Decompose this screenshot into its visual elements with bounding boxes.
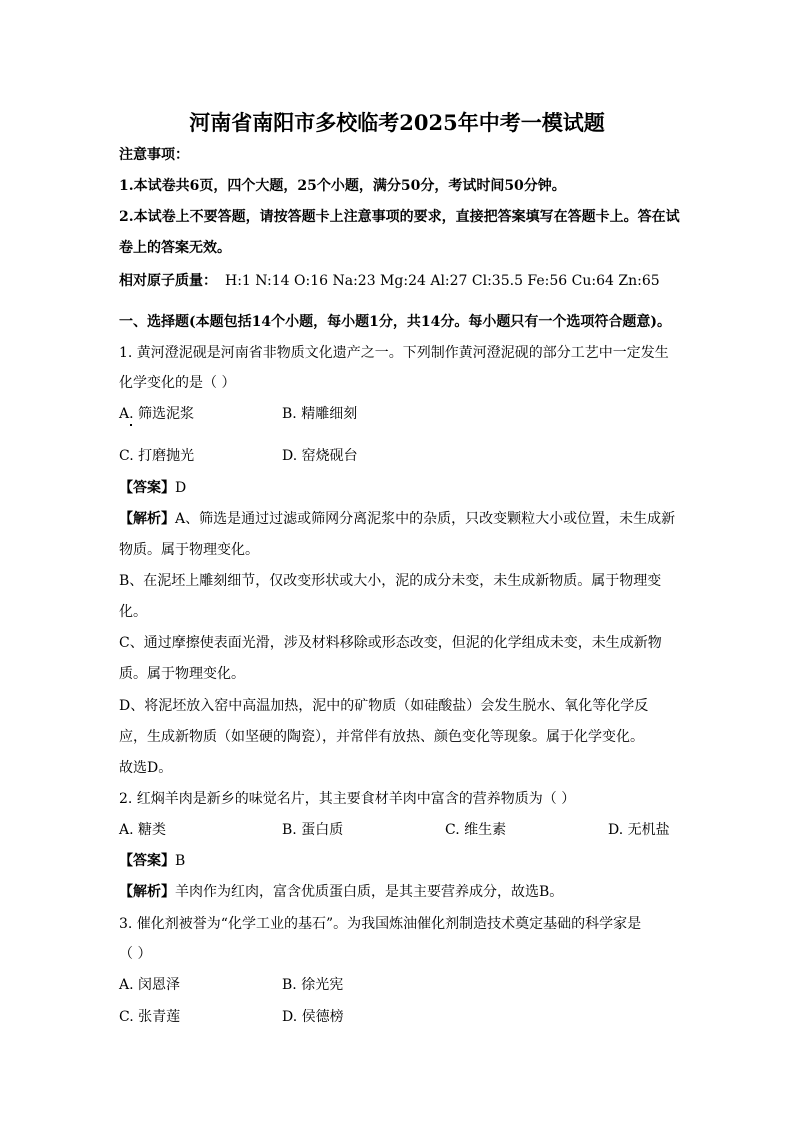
- q1-analysis-line: 化。: [119, 604, 147, 620]
- section-1-heading: 一、选择题(本题包括14个小题，每小题1分，共14分。每小题只有一个选项符合题意)。: [119, 314, 671, 330]
- q1-answer-row: [119, 479, 186, 497]
- q2-answer-label: 【答案】: [119, 853, 175, 869]
- stray-dot: [130, 424, 132, 426]
- q3-option-b: B. 徐光宪: [282, 977, 344, 993]
- q1-answer: D: [175, 480, 187, 496]
- q2-option-c: C. 维生素: [445, 822, 507, 838]
- atomic-mass-values: H:1 N:14 O:16 Na:23 Mg:24 Al:27 Cl:35.5 Fe:56 Cu:64 Zn:65: [225, 273, 660, 289]
- q2-option-d: D. 无机盐: [608, 822, 670, 838]
- q1-analysis-line: A、筛选是通过过滤或筛网分离泥浆中的杂质，只改变颗粒大小或位置，未生成新: [175, 511, 676, 527]
- q3-option-a: A. 闵恩泽: [119, 977, 181, 993]
- notice-item-2-line1: 2.本试卷上不要答题，请按答题卡上注意事项的要求，直接把答案填写在答题卡上。答在试: [119, 209, 680, 225]
- notice-item-2-line2: 卷上的答案无效。: [119, 240, 231, 256]
- q2-analysis: 羊肉作为红肉，富含优质蛋白质，是其主要营养成分，故选B。: [175, 884, 564, 900]
- page-title: 河南省南阳市多校临考2025年中考一模试题: [189, 110, 605, 135]
- q2-answer: B: [175, 853, 186, 869]
- notice-item-1: 1.本试卷共6页，四个大题，25个小题，满分50分，考试时间50分钟。: [119, 178, 566, 194]
- atomic-mass-row: [119, 272, 660, 290]
- q1-option-d: D. 窑烧砚台: [282, 448, 358, 464]
- q1-answer-label: 【答案】: [119, 480, 175, 496]
- q1-analysis-row-1: [119, 510, 675, 528]
- q1-analysis-label: 【解析】: [119, 511, 175, 527]
- q1-analysis-line: B、在泥坯上雕刻细节，仅改变形状或大小，泥的成分未变，未生成新物质。属于物理变: [119, 573, 662, 589]
- q1-stem-line2: 化学变化的是（ ）: [119, 375, 236, 391]
- q3-stem-line1: 3. 催化剂被誉为“化学工业的基石”。为我国炼油催化剂制造技术奠定基础的科学家是: [119, 916, 642, 932]
- q3-option-d: D. 侯德榜: [282, 1009, 344, 1025]
- q2-stem: 2. 红焖羊肉是新乡的味觉名片，其主要食材羊肉中富含的营养物质为（ ）: [119, 791, 576, 807]
- q1-analysis-line: D、将泥坯放入窑中高温加热，泥中的矿物质（如硅酸盐）会发生脱水、氧化等化学反: [119, 698, 649, 714]
- notice-heading: 注意事项：: [119, 147, 189, 163]
- q2-option-a: A. 糖类: [119, 822, 167, 838]
- q1-stem-line1: 1. 黄河澄泥砚是河南省非物质文化遗产之一。下列制作黄河澄泥砚的部分工艺中一定发生: [119, 345, 669, 361]
- q2-analysis-row: [119, 883, 563, 901]
- q1-option-a: A. 筛选泥浆: [119, 406, 195, 422]
- q1-option-b: B. 精雕细刻: [282, 406, 358, 422]
- atomic-mass-label: 相对原子质量：: [119, 273, 217, 289]
- q2-answer-row: [119, 852, 185, 870]
- q1-analysis-line: 质。属于物理变化。: [119, 666, 245, 682]
- q1-analysis-line: 物质。属于物理变化。: [119, 542, 259, 558]
- q3-stem-line2: （ ）: [119, 946, 152, 962]
- q1-analysis-line: 故选D。: [119, 760, 173, 776]
- q2-analysis-label: 【解析】: [119, 884, 175, 900]
- q1-option-c: C. 打磨抛光: [119, 448, 195, 464]
- q3-option-c: C. 张青莲: [119, 1009, 181, 1025]
- q1-analysis-line: 应，生成新物质（如坚硬的陶瓷），并常伴有放热、颜色变化等现象。属于化学变化。: [119, 729, 644, 745]
- q1-analysis-line: C、通过摩擦使表面光滑，涉及材料移除或形态改变，但泥的化学组成未变，未生成新物: [119, 635, 662, 651]
- q2-option-b: B. 蛋白质: [282, 822, 344, 838]
